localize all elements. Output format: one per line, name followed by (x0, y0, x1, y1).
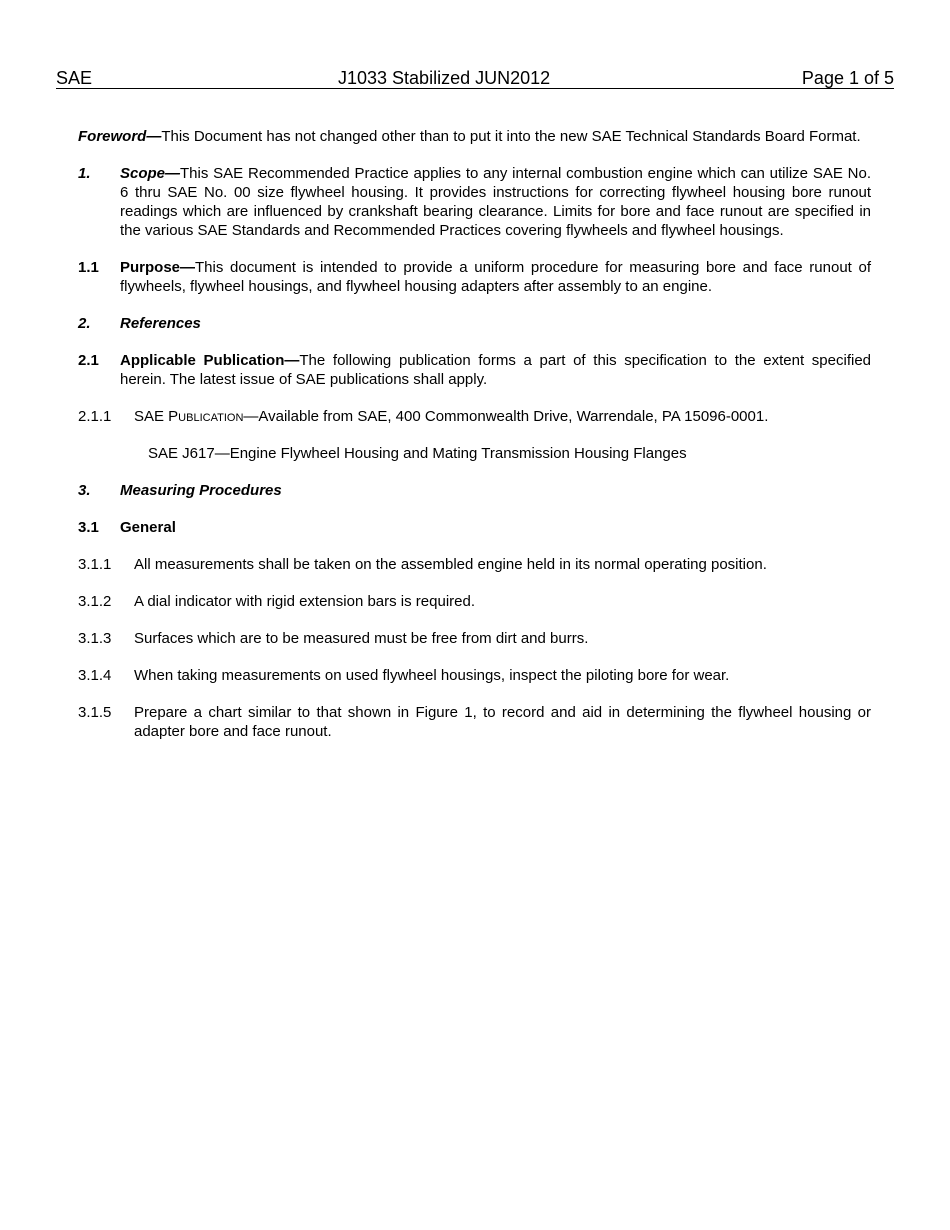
section-3-1 (78, 518, 871, 537)
section-2-1 (78, 351, 871, 389)
section-number: 2. (78, 315, 91, 332)
section-number: 3.1.4 (78, 667, 112, 684)
section-title: General (120, 519, 176, 536)
section-1-1 (78, 258, 871, 296)
section-3 (78, 481, 871, 500)
header-doc-id: J1033 Stabilized JUN2012 (338, 68, 551, 88)
section-number: 1.1 (78, 259, 99, 276)
section-title: SAE Publication— (134, 408, 259, 425)
section-body (120, 351, 871, 389)
section-text: Prepare a chart similar to that shown in Figure 1, to record and aid in determining the flywheel housing or adapter bore and face runout. (134, 704, 871, 740)
section-number: 3.1.1 (78, 556, 112, 573)
section-text: This SAE Recommended Practice applies to any internal combustion engine which can utilize SAE No. 6 thru SAE No. 00 size flywheel housing. It provides instructions for correcting flywheel housing bore runout readings which are influenced by crankshaft bearing clearance. Limits for bore and face runout are specified in the various SAE Standards and Recommended Practices covering flywheels and flywheel housings. (120, 165, 871, 239)
section-text: The following publication forms a part of this specification to the extent specified herein. The latest issue of SAE publications shall apply. (120, 352, 872, 388)
section-number: 2.1 (78, 352, 99, 369)
header-page-number: Page 1 of 5 (801, 68, 894, 88)
section-number: 3.1.2 (78, 593, 112, 610)
foreword-text: This Document has not changed other than to put it into the new SAE Technical Standards Board Format. (161, 128, 861, 145)
section-3-1-2 (78, 592, 871, 611)
section-title: References (120, 315, 201, 332)
section-number: 3.1.5 (78, 704, 112, 721)
header-org: SAE (56, 68, 93, 88)
section-title: Applicable Publication— (120, 352, 300, 369)
section-body (120, 164, 871, 240)
section-title: Purpose— (120, 259, 196, 276)
section-text: Available from SAE, 400 Commonwealth Drive, Warrendale, PA 15096-0001. (258, 408, 769, 425)
section-text: This document is intended to provide a uniform procedure for measuring bore and face runout of flywheels, flywheel housings, and flywheel housing adapters after assembly to an engine. (120, 259, 871, 295)
section-3-1-5 (78, 703, 871, 741)
section-1 (78, 164, 871, 240)
section-number: 3.1 (78, 519, 99, 536)
section-text: A dial indicator with rigid extension bars is required. (134, 593, 476, 610)
section-text: Surfaces which are to be measured must be free from dirt and burrs. (134, 630, 589, 647)
section-3-1-3 (78, 629, 871, 648)
reference-entry: SAE J617—Engine Flywheel Housing and Mating Transmission Housing Flanges (148, 445, 687, 462)
section-2-1-1 (78, 407, 871, 426)
section-body (120, 258, 871, 296)
section-number: 2.1.1 (78, 408, 112, 425)
section-3-1-1 (78, 555, 871, 574)
section-body (134, 407, 871, 426)
section-text: All measurements shall be taken on the assembled engine held in its normal operating position. (134, 556, 767, 573)
section-3-1-4 (78, 666, 871, 685)
section-number: 1. (78, 165, 91, 182)
section-title: Measuring Procedures (120, 482, 282, 499)
section-2 (78, 314, 871, 333)
document-body (78, 127, 871, 759)
foreword-label: Foreword— (78, 128, 162, 145)
section-number: 3.1.3 (78, 630, 112, 647)
section-text: When taking measurements on used flywheel housings, inspect the piloting bore for wear. (134, 667, 730, 684)
foreword-paragraph (78, 127, 871, 146)
page-header (56, 68, 894, 89)
section-title: Scope— (120, 165, 181, 182)
section-number: 3. (78, 482, 91, 499)
